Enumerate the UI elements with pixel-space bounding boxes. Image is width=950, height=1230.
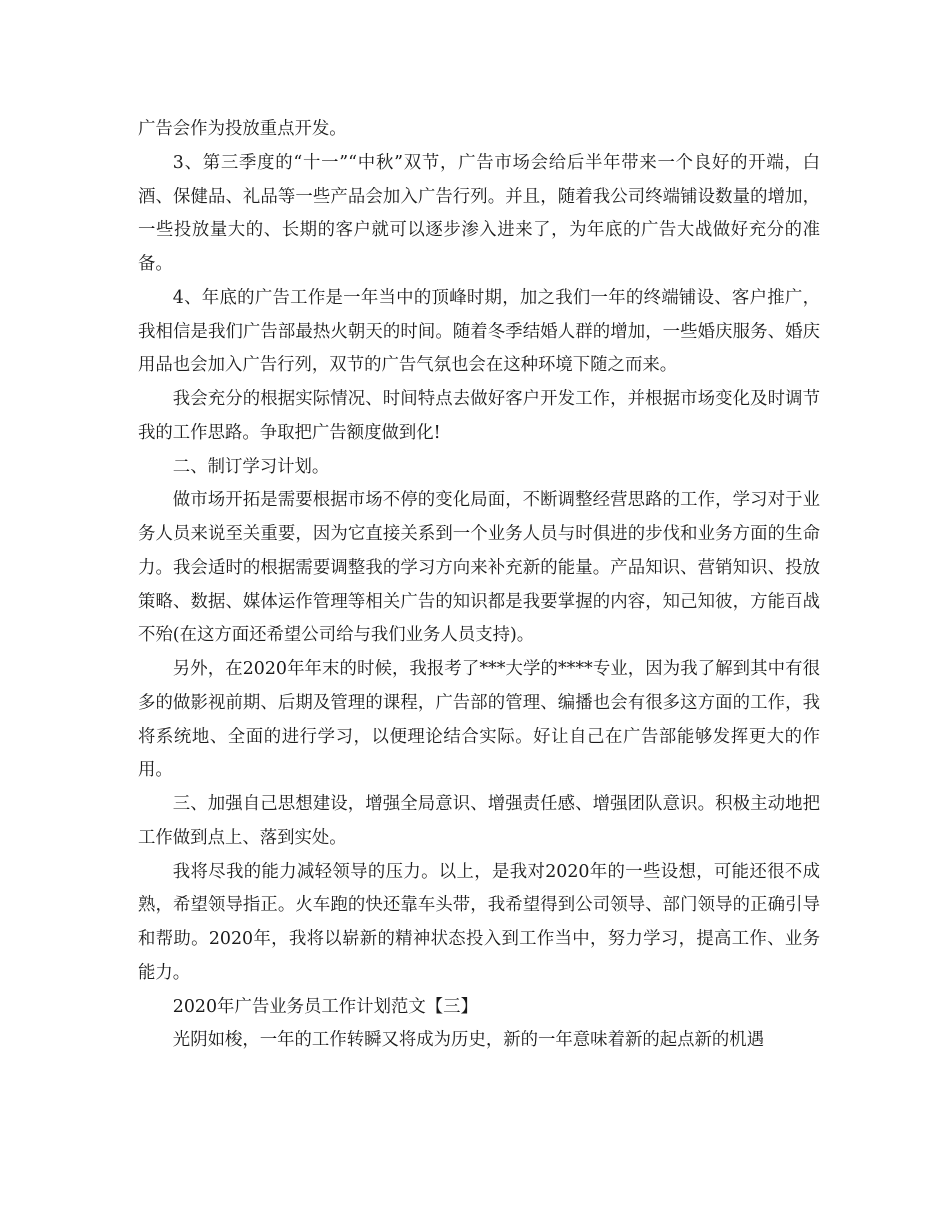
paragraph-study-importance: 做市场开拓是需要根据市场不停的变化局面，不断调整经营思路的工作，学习对于业务人员来说至关重要，因为它直接关系到一个业务人员与时俱进的步伐和业务方面的生命力。我会适时的根据需要调整我的学习方向来补充新的能量。产品知识、营销知识、投放策略、数据、媒体运作管理等相关广告的知识都是我要掌握的内容，知己知彼，方能百战不殆(在这方面还希望公司给与我们业务人员支持)。 (138, 490, 820, 646)
section-heading-ideology: 三、加强自己思想建设，增强全局意识、增强责任感、增强团队意识。积极主动地把工作做到点上、落到实处。 (138, 794, 820, 848)
paragraph-further-study: 另外，在2020年年末的时候，我报考了***大学的****专业，因为我了解到其中有很多的做影视前期、后期及管理的课程，广告部的管理、编播也会有很多这方面的工作，我将系统地、全面的进行学习，以便理论结合实际。好让自己在广告部能够发挥更大的作用。 (138, 659, 820, 781)
section-title-sample-three: 2020年广告业务员工作计划范文【三】 (172, 996, 478, 1017)
paragraph-intro-sample-three: 光阴如梭，一年的工作转瞬又将成为历史，新的一年意味着新的起点新的机遇 (172, 1030, 765, 1051)
paragraph-continuation: 广告会作为投放重点开发。 (138, 119, 347, 139)
paragraph-client-development: 我会充分的根据实际情况、时间特点去做好客户开发工作，并根据市场变化及时调节我的工作思路。争取把广告额度做到化! (138, 389, 820, 443)
section-heading-study-plan: 二、制订学习计划。 (172, 456, 330, 477)
document-body (138, 113, 820, 1058)
paragraph-conclusion: 我将尽我的能力减轻领导的压力。以上，是我对2020年的一些设想，可能还很不成熟，希望领导指正。火车跑的快还靠车头带，我希望得到公司领导、部门领导的正确引导和帮助。2020年，我将以崭新的精神状态投入到工作当中，努力学习，提高工作、业务能力。 (138, 861, 820, 983)
paragraph-third-quarter: 3、第三季度的“十一”“中秋”双节，广告市场会给后半年带来一个良好的开端，白酒、保健品、礼品等一些产品会加入广告行列。并且，随着我公司终端铺设数量的增加，一些投放量大的、长期的客户就可以逐步渗入进来了，为年底的广告大战做好充分的准备。 (138, 152, 820, 274)
paragraph-year-end: 4、年底的广告工作是一年当中的顶峰时期，加之我们一年的终端铺设、客户推广，我相信是我们广告部最热火朝天的时间。随着冬季结婚人群的增加，一些婚庆服务、婚庆用品也会加入广告行列，双节的广告气氛也会在这种环境下随之而来。 (138, 287, 820, 376)
